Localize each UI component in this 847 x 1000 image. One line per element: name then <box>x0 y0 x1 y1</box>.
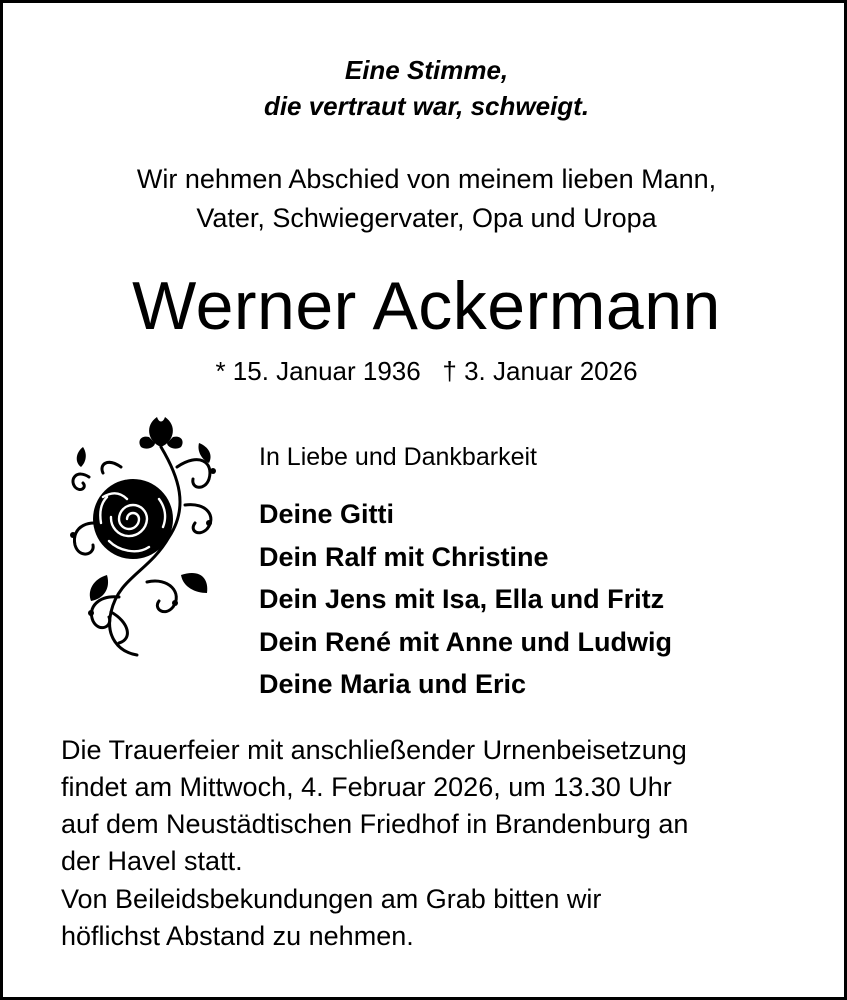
ceremony-line: auf dem Neustädtischen Friedhof in Brandenburg an <box>61 809 689 839</box>
motto-line-2: die vertraut war, schweigt. <box>263 91 590 121</box>
condolence-line: höflichst Abstand zu nehmen. <box>61 921 414 951</box>
mourners-list <box>259 493 672 706</box>
mourner-entry: Dein Ralf mit Christine <box>259 541 549 572</box>
rose-ornament-icon <box>49 407 229 665</box>
condolence-line: Von Beileidsbekundungen am Grab bitten wir <box>61 884 602 914</box>
intro-line-1: Wir nehmen Abschied von meinem lieben Mann, <box>136 164 717 194</box>
deceased-name: Werner Ackermann <box>132 268 721 344</box>
condolence-note <box>61 881 821 955</box>
mourner-entry: Dein Jens mit Isa, Ella und Fritz <box>259 584 665 614</box>
ceremony-line: findet am Mittwoch, 4. Februar 2026, um 13.30 Uhr <box>61 772 672 802</box>
mourner-entry: Dein René mit Anne und Ludwig <box>259 626 672 657</box>
intro-line-2: Vater, Schwiegervater, Opa und Uropa <box>196 203 657 233</box>
ceremony-line: Die Trauerfeier mit anschließender Urnenbeisetzung <box>61 735 687 765</box>
mourner-entry: Deine Maria und Eric <box>259 669 527 699</box>
ceremony-details <box>61 732 821 880</box>
life-dates: * 15. Januar 1936 † 3. Januar 2026 <box>215 356 638 386</box>
mourner-entry: Deine Gitti <box>259 499 395 529</box>
motto-line-1: Eine Stimme, <box>344 55 509 85</box>
dedication-line: In Liebe und Dankbarkeit <box>259 443 537 471</box>
ceremony-line: der Havel statt. <box>61 846 243 876</box>
